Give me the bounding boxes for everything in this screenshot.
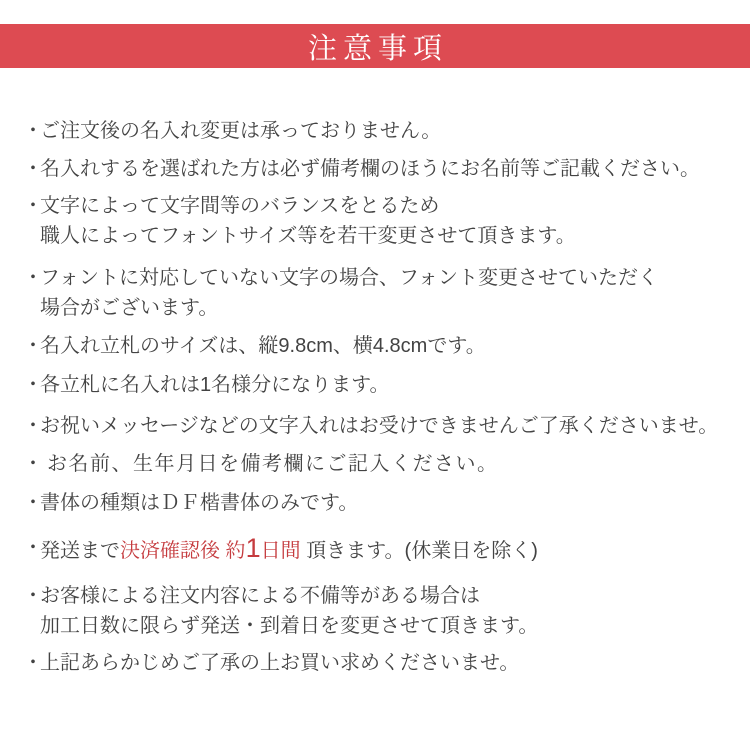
bullet: ・ (23, 652, 43, 674)
note-text: 場合がございます。 (40, 297, 219, 319)
bullet: ・ (23, 453, 43, 475)
note-text: ご注文後の名入れ変更は承っておりません。 (40, 120, 442, 142)
list-item (23, 648, 730, 678)
note-text: 文字によって文字間等のバランスをとるため (40, 195, 440, 217)
note-text: フォントに対応していない文字の場合、フォント変更させていただく (40, 267, 658, 289)
note-text: 各立札に名入れは1名様分になります。 (40, 374, 390, 396)
note-text: お名前、生年月日を備考欄にご記入ください。 (47, 453, 499, 475)
note-segment-highlight: 決済確認後 約 (120, 540, 246, 562)
notes-list (0, 68, 750, 678)
note-text: 書体の種類はＤＦ楷書体のみです。 (40, 492, 359, 514)
note-text: 名入れ立札のサイズは、縦9.8cm、横4.8cmです。 (40, 335, 486, 357)
list-item (23, 331, 730, 361)
bullet: ・ (23, 267, 43, 289)
bullet: ・ (23, 585, 43, 607)
note-text: 名入れするを選ばれた方は必ず備考欄のほうにお名前等ご記載ください。 (40, 158, 700, 180)
note-segment: 発送まで (40, 540, 120, 562)
bullet: ・ (23, 158, 43, 180)
note-text: お客様による注文内容による不備等がある場合は (40, 585, 480, 607)
note-segment-highlight: 日間 (260, 540, 301, 562)
note-segment-highlight-large: 1 (245, 533, 261, 563)
note-text: 職人によってフォントサイズ等を若干変更させて頂きます。 (40, 225, 576, 247)
list-item (23, 533, 730, 566)
list-item (23, 488, 730, 518)
notice-header-banner (0, 24, 750, 68)
list-item (23, 581, 730, 641)
note-text: 上記あらかじめご了承の上お買い求めくださいませ。 (40, 652, 520, 674)
bullet: ・ (23, 374, 43, 396)
note-text: お祝いメッセージなどの文字入れはお受けできませんご了承くださいませ。 (40, 415, 719, 437)
bullet: ・ (23, 195, 43, 217)
list-item (23, 191, 730, 251)
note-text (40, 533, 730, 566)
list-item (23, 411, 730, 441)
bullet: ・ (23, 537, 43, 559)
page-title: 注意事項 (307, 32, 448, 65)
list-item (23, 116, 730, 146)
note-text: 加工日数に限らず発送・到着日を変更させて頂きます。 (40, 615, 539, 637)
list-item (23, 154, 730, 184)
bullet: ・ (23, 335, 43, 357)
note-segment: 頂きます。(休業日を除く) (300, 540, 538, 562)
list-item (23, 263, 730, 323)
bullet: ・ (23, 415, 43, 437)
bullet: ・ (23, 492, 43, 514)
list-item (23, 370, 730, 400)
list-item (23, 449, 730, 479)
bullet: ・ (23, 120, 43, 142)
